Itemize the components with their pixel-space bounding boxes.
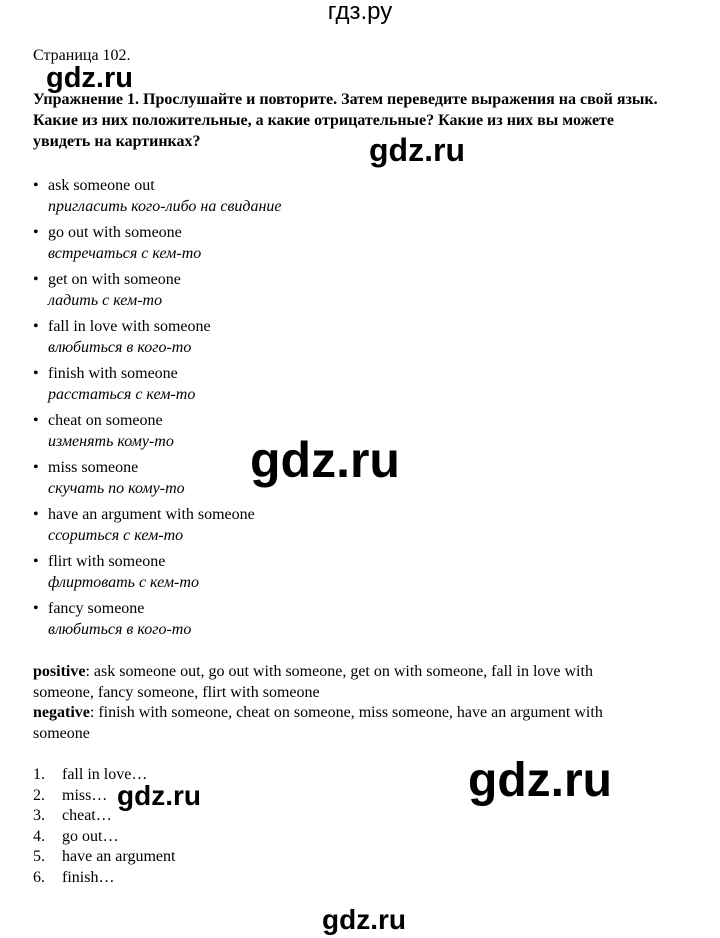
watermark: gdz.ru: [117, 780, 201, 811]
answer-number: 5.: [33, 848, 45, 865]
phrase-english: ask someone out: [48, 177, 155, 194]
answer-number: 2.: [33, 786, 45, 804]
phrase-item: [33, 317, 282, 364]
answer-item: [33, 868, 175, 889]
phrase-english: finish with someone: [48, 365, 178, 382]
phrase-item: [33, 411, 282, 458]
site-header-title: гдз.ру: [327, 0, 393, 25]
answer-text: go out…: [62, 827, 119, 845]
phrase-translation: флиртовать с кем-то: [48, 574, 199, 591]
bullet-icon: •: [33, 224, 39, 241]
answer-text: miss…: [62, 786, 108, 804]
phrase-item: [33, 364, 282, 411]
phrase-translation: скучать по кому-то: [48, 480, 185, 497]
negative-label: negative: [33, 704, 90, 721]
positive-line: [33, 662, 653, 703]
phrase-english: miss someone: [48, 459, 139, 476]
watermark: gdz.ru: [322, 904, 406, 935]
bullet-icon: •: [33, 177, 39, 194]
positive-text: : ask someone out, go out with someone, get on with someone, fall in love with someone, fancy someone, flirt with someone: [33, 663, 593, 701]
watermark: gdz.ru: [250, 432, 400, 488]
page-label: Страница 102.: [33, 47, 131, 64]
bullet-icon: •: [33, 412, 39, 429]
answer-number: 3.: [33, 807, 45, 824]
answer-text: cheat…: [62, 807, 112, 824]
negative-line: [33, 703, 653, 744]
phrase-english: get on with someone: [48, 271, 181, 288]
summary-block: [33, 662, 653, 744]
answer-item: [33, 827, 175, 848]
negative-text: : finish with someone, cheat on someone, miss someone, have an argument with someone: [33, 704, 603, 742]
bullet-icon: •: [33, 271, 39, 288]
answer-number: 1.: [33, 766, 45, 783]
bullet-icon: •: [33, 365, 39, 382]
watermark: gdz.ru: [46, 62, 133, 94]
phrase-item: [33, 176, 282, 223]
bullet-icon: •: [33, 506, 39, 523]
phrase-item: [33, 458, 282, 505]
phrase-translation: встречаться с кем-то: [48, 245, 202, 262]
phrase-item: [33, 270, 282, 317]
bullet-icon: •: [33, 318, 39, 335]
phrase-english: cheat on someone: [48, 412, 163, 429]
watermark: gdz.ru: [369, 132, 465, 168]
answer-text: finish…: [62, 868, 115, 886]
phrase-translation: пригласить кого-либо на свидание: [48, 198, 282, 215]
phrase-item: [33, 599, 282, 646]
phrase-english: fancy someone: [48, 600, 145, 617]
phrase-item: [33, 505, 282, 552]
positive-label: positive: [33, 663, 86, 680]
watermark: gdz.ru: [468, 754, 612, 807]
phrase-translation: ссориться с кем-то: [48, 527, 184, 544]
phrase-translation: влюбиться в кого-то: [48, 621, 192, 638]
phrase-english: flirt with someone: [48, 553, 166, 570]
answer-number: 4.: [33, 827, 45, 845]
bullet-icon: •: [33, 459, 39, 476]
bullet-icon: •: [33, 600, 39, 617]
phrase-english: fall in love with someone: [48, 318, 211, 335]
answer-text: have an argument: [62, 848, 176, 865]
answer-number: 6.: [33, 868, 45, 886]
phrase-english: have an argument with someone: [48, 506, 255, 523]
answer-item: [33, 847, 175, 868]
phrase-translation: влюбиться в кого-то: [48, 339, 192, 356]
exercise-title: Упражнение 1. Прослушайте и повторите. Затем переведите выражения на свой язык. Какие из них положительные, а какие отрицательные? Какие из них вы можете увидеть на картинках?: [33, 91, 658, 150]
phrase-list: [33, 176, 282, 646]
phrase-item: [33, 552, 282, 599]
phrase-english: go out with someone: [48, 224, 182, 241]
phrase-translation: ладить с кем-то: [48, 292, 163, 309]
bullet-icon: •: [33, 553, 39, 570]
phrase-translation: расстаться с кем-то: [48, 386, 196, 403]
phrase-translation: изменять кому-то: [48, 433, 174, 450]
phrase-item: [33, 223, 282, 270]
answer-text: fall in love…: [62, 766, 148, 783]
